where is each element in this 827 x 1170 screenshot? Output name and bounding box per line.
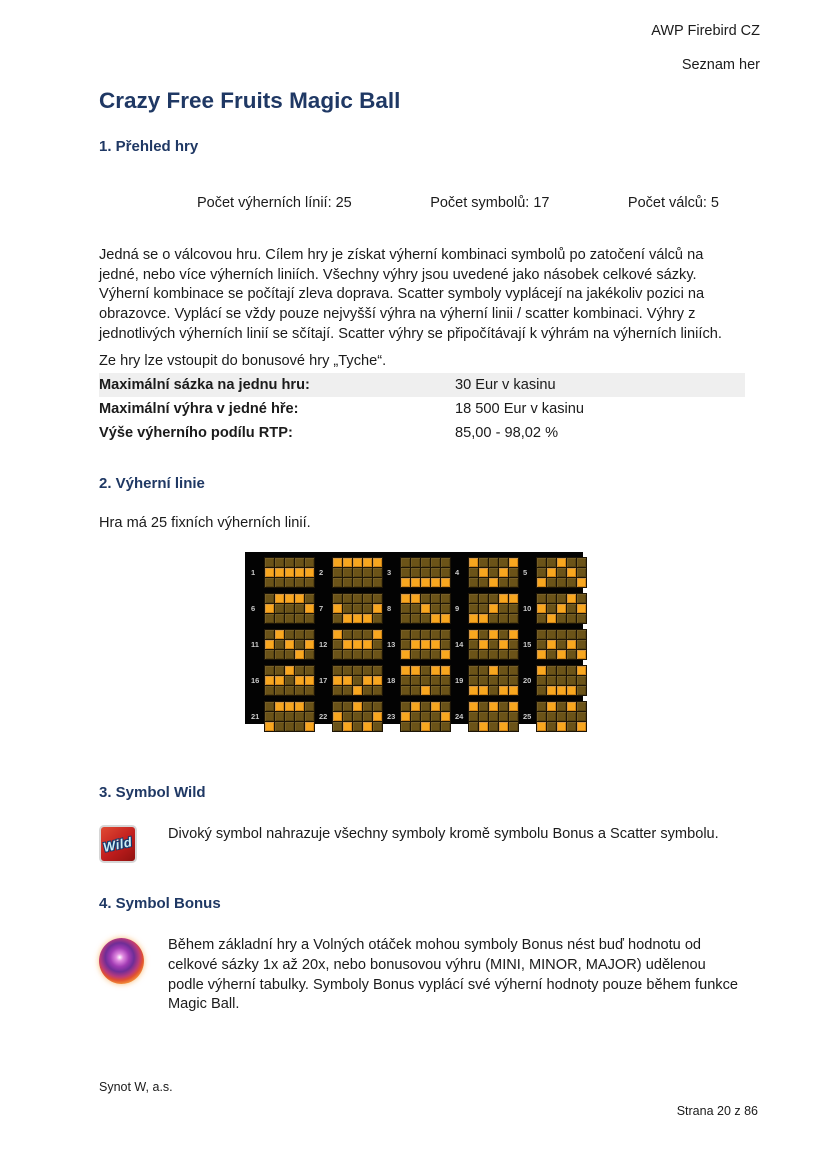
payline-5: 5 [523, 557, 587, 588]
payline-9: 9 [455, 593, 519, 624]
bonus-description: Během základní hry a Volných otáček mohou symboly Bonus nést buď hodnotu od celkové sázky 1x až 20x, nebo bonusovou výhru (MINI, MINOR, MAJOR) udělenou podle výherní tabulky. Symboly Bonus vyplácí své výherní hodnoty pouze během funkce Magic Ball. [168, 937, 739, 1013]
page-content [0, 87, 827, 1015]
payline-11: 11 [251, 629, 315, 660]
bonus-entry-note: Ze hry lze vstoupit do bonusové hry „Tyche“. [99, 352, 387, 369]
payline-13: 13 [387, 629, 451, 660]
payline-15: 15 [523, 629, 587, 660]
payline-2: 2 [319, 557, 383, 588]
table-row [99, 421, 745, 445]
game-title: Crazy Free Fruits Magic Ball [99, 88, 401, 113]
table-row [99, 373, 745, 397]
payline-8: 8 [387, 593, 451, 624]
header-app-title: AWP Firebird CZ [651, 23, 760, 39]
wild-symbol-icon [99, 825, 137, 863]
game-stats-row [99, 195, 745, 211]
stat-symbols: Počet symbolů: 17 [430, 195, 550, 211]
max-bet-value: 30 Eur v kasinu [455, 377, 556, 394]
payline-21: 21 [251, 701, 315, 732]
section-2-heading: 2. Výherní linie [99, 475, 205, 493]
rtp-label: Výše výherního podílu RTP: [99, 425, 293, 442]
payline-18: 18 [387, 665, 451, 696]
payline-22: 22 [319, 701, 383, 732]
max-win-value: 18 500 Eur v kasinu [455, 401, 584, 418]
paylines-intro: Hra má 25 fixních výherních linií. [99, 515, 311, 532]
rtp-value: 85,00 - 98,02 % [455, 425, 559, 442]
header-subtitle: Seznam her [681, 56, 760, 73]
page-header [0, 0, 827, 72]
wild-description: Divoký symbol nahrazuje všechny symboly kromě symbolu Bonus a Scatter symbolu. [168, 826, 719, 843]
bonus-symbol-row [99, 934, 745, 1015]
payline-17: 17 [319, 665, 383, 696]
payline-3: 3 [387, 557, 451, 588]
stat-reels: Počet válců: 5 [627, 195, 719, 211]
stat-paylines: Počet výherních línií: 25 [197, 195, 352, 211]
footer-company: Synot W, a.s. [99, 1080, 173, 1094]
footer-page-number: Strana 20 z 86 [676, 1104, 758, 1118]
payline-4: 4 [455, 557, 519, 588]
table-row [99, 397, 745, 421]
payline-1: 1 [251, 557, 315, 588]
overview-paragraph: Jedná se o válcovou hru. Cílem hry je získat výherní kombinaci symbolů po zatočení válců na jedné, nebo více výherních liniích. Všechny výhry jsou uvedené jako násobek celkové sázky. Výherní kombinace se počítají zleva doprava. Scatter symboly vyplácejí na jakékoliv pozici na obrazovce. Vyplácí se vždy pouze nejvyšší výhra na výherní linii / scatter kombinaci. Výhry z jednotlivých výherních linií se sčítají. Scatter výhry se připočítávají k výhrám na výherních liniích. [99, 247, 722, 342]
payline-12: 12 [319, 629, 383, 660]
payline-23: 23 [387, 701, 451, 732]
section-1-heading: 1. Přehled hry [99, 138, 199, 155]
payline-19: 19 [455, 665, 519, 696]
wild-symbol-row [99, 823, 745, 863]
payline-6: 6 [251, 593, 315, 624]
section-4-heading: 4. Symbol Bonus [99, 895, 221, 913]
wild-icon-label: Wild [102, 833, 134, 855]
payline-10: 10 [523, 593, 587, 624]
section-3-heading: 3. Symbol Wild [99, 784, 206, 802]
payline-14: 14 [455, 629, 519, 660]
payline-16: 16 [251, 665, 315, 696]
payline-7: 7 [319, 593, 383, 624]
payline-20: 20 [523, 665, 587, 696]
payline-25: 25 [523, 701, 587, 732]
max-win-label: Maximální výhra v jedné hře: [99, 401, 299, 418]
limits-table [99, 373, 745, 445]
bonus-symbol-icon [99, 938, 144, 984]
max-bet-label: Maximální sázka na jednu hru: [99, 377, 310, 394]
paylines-image [245, 552, 583, 724]
payline-24: 24 [455, 701, 519, 732]
